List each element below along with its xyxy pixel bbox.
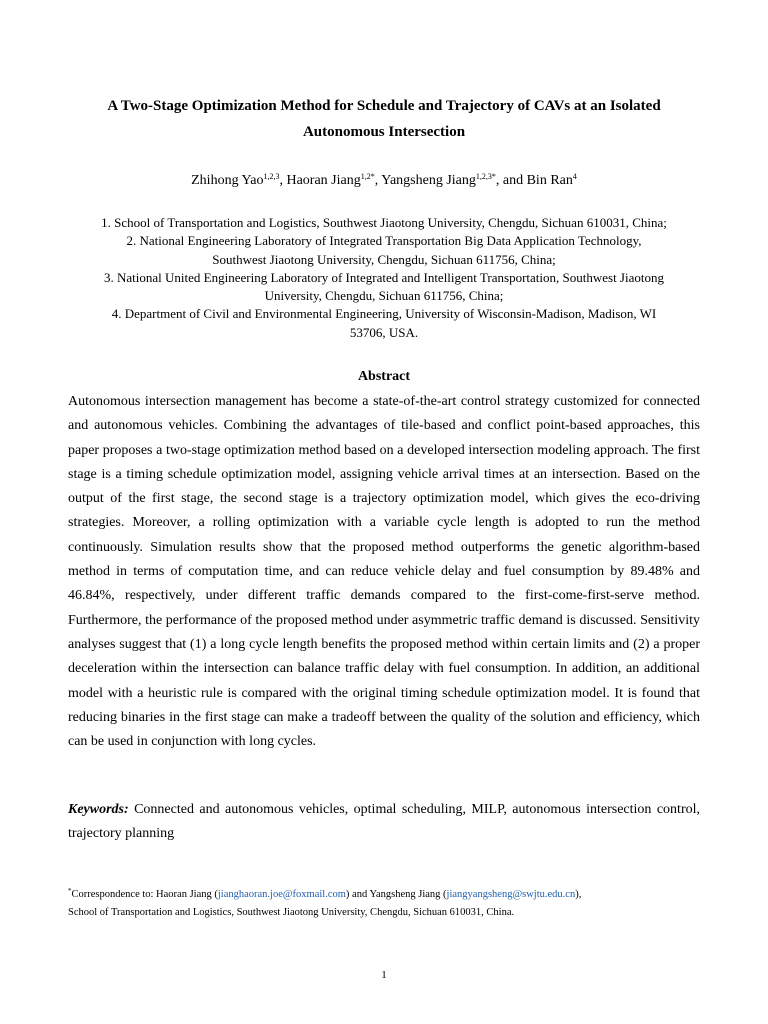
- author-name: Bin Ran: [526, 173, 573, 188]
- author-name: Yangsheng Jiang: [381, 173, 476, 188]
- paper-title: [60, 93, 708, 145]
- keywords-text: Connected and autonomous vehicles, optimal scheduling, MILP, autonomous intersection control, trajectory planning: [68, 802, 700, 842]
- author-separator: , and: [495, 173, 527, 188]
- title-line-2: Autonomous Intersection: [302, 124, 466, 140]
- author-list: [60, 171, 708, 191]
- title-line-1: A Two-Stage Optimization Method for Schedule and Trajectory of CAVs at an Isolated: [107, 98, 661, 114]
- affiliation-line: 53706, USA.: [349, 324, 419, 340]
- footnote-prefix: Correspondence to: Haoran Jiang (: [71, 889, 218, 900]
- footnote-address: School of Transportation and Logistics, Southwest Jiaotong University, Chengdu, Sichuan 610031, China.: [68, 907, 515, 918]
- affiliation-item: [60, 214, 708, 232]
- affiliation-line: University, Chengdu, Sichuan 611756, China;: [264, 288, 504, 304]
- author-separator: ,: [279, 173, 287, 188]
- email-link-jiang-haoran[interactable]: jianghaoran.joe@foxmail.com: [217, 889, 346, 900]
- affiliation-line: Southwest Jiaotong University, Chengdu, Sichuan 611756, China;: [212, 251, 556, 267]
- affiliation-line: 3. National United Engineering Laboratory of Integrated and Intelligent Transportation, Southwest Jiaotong: [104, 269, 664, 285]
- affiliation-item: [60, 232, 708, 269]
- affiliation-item: [60, 305, 708, 342]
- author-affiliation-marker: 1,2*: [360, 172, 375, 181]
- author-affiliation-marker: 4: [572, 172, 577, 181]
- footnote-suffix: ),: [575, 889, 582, 900]
- abstract-heading: Abstract: [357, 369, 411, 384]
- affiliation-item: [60, 269, 708, 306]
- affiliation-line: 1. School of Transportation and Logistics, Southwest Jiaotong University, Chengdu, Sichuan 610031, China;: [101, 215, 667, 230]
- correspondence-footnote: [68, 886, 700, 922]
- affiliation-line: 2. National Engineering Laboratory of Integrated Transportation Big Data Application Technology,: [126, 233, 642, 249]
- author-name: Haoran Jiang: [286, 173, 361, 188]
- footnote-middle: ) and Yangsheng Jiang (: [345, 889, 447, 900]
- keywords-label: Keywords:: [68, 802, 129, 817]
- footnote-marker: *: [68, 887, 72, 895]
- author-affiliation-marker: 1,2,3*: [475, 172, 496, 181]
- abstract-body: Autonomous intersection management has become a state-of-the-art control strategy customized for connected and autonomous vehicles. Combining the advantages of tile-based and conflict point-based approaches, this paper proposes a two-stage optimization method based on a developed intersection modeling approach. The first stage is a timing schedule optimization model, assigning vehicle arrival times at an intersection. Based on the output of the first stage, the second stage is a trajectory optimization model, which gives the eco-driving strategies. Moreover, a rolling optimization with a variable cycle length is adopted to run the method continuously. Simulation results show that the proposed method outperforms the genetic algorithm-based method in terms of computation time, and can reduce vehicle delay and fuel consumption by 89.48% and 46.84%, respectively, under different traffic demands compared to the first-come-first-serve method. Furthermore, the performance of the proposed method under asymmetric traffic demand is discussed. Sensitivity analyses suggest that (1) a long cycle length benefits the proposed method within certain limits and (2) a proper deceleration within the intersection can balance traffic delay with fuel consumption. In addition, an additional model with a heuristic rule is compared with the original timing schedule optimization model. It is found that reducing binaries in the first stage can make a tradeoff between the quality of the solution and efficiency, which can be used in conjunction with long cycles.: [68, 394, 700, 750]
- author-name: Zhihong Yao: [191, 173, 264, 188]
- affiliation-line: 4. Department of Civil and Environmental Engineering, University of Wisconsin-Madison, Madison, WI: [111, 306, 657, 322]
- page-number: 1: [381, 969, 387, 981]
- author-separator: ,: [374, 173, 382, 188]
- author-affiliation-marker: 1,2,3: [263, 172, 280, 181]
- email-link-jiang-yangsheng[interactable]: jiangyangsheng@swjtu.edu.cn: [446, 889, 576, 900]
- keywords-paragraph: [68, 798, 700, 847]
- affiliation-list: [60, 214, 708, 342]
